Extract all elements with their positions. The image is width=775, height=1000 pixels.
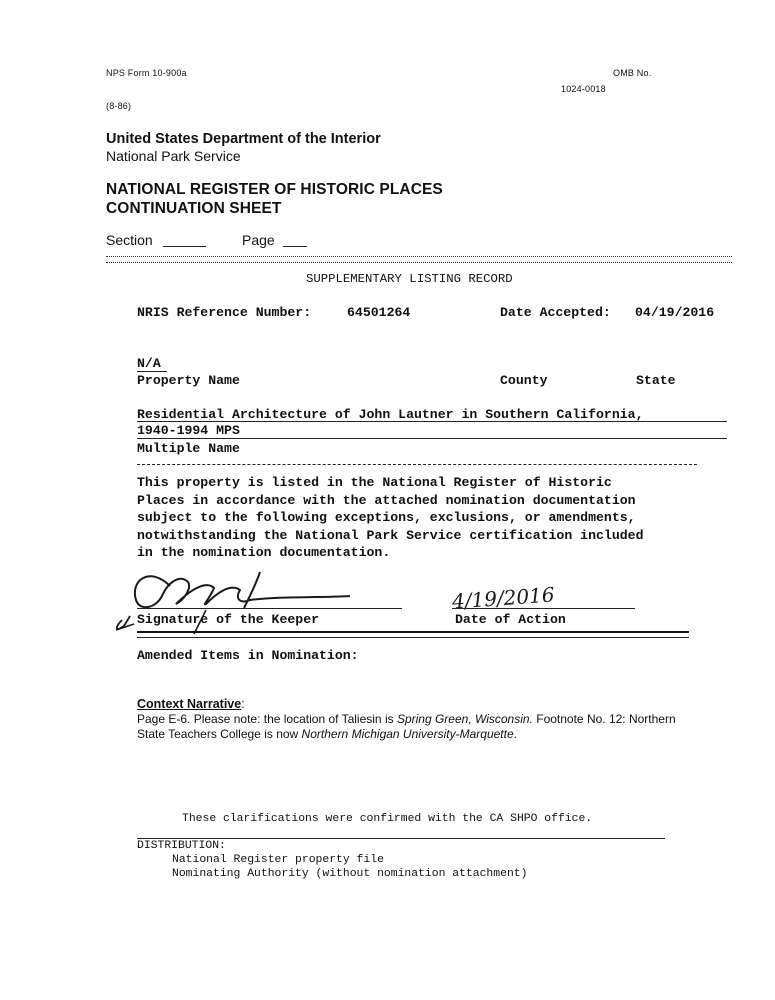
- distribution-item-2: Nominating Authority (without nomination attachment): [172, 868, 528, 880]
- county-label: County: [500, 373, 548, 388]
- signature-label: Signature of the Keeper: [137, 612, 320, 627]
- page-blank: [283, 246, 307, 247]
- distribution-item-1: National Register property file: [172, 854, 384, 866]
- narrative-text-part1: Page E-6. Please note: the location of Taliesin is: [137, 712, 397, 726]
- date-accepted-label: Date Accepted:: [500, 305, 611, 320]
- amended-divider-top: [137, 631, 689, 633]
- register-title: NATIONAL REGISTER OF HISTORIC PLACES: [106, 181, 443, 198]
- narrative-heading: [137, 697, 245, 711]
- form-number: NPS Form 10-900a: [106, 68, 187, 78]
- nris-label: NRIS Reference Number:: [137, 305, 312, 320]
- continuation-title: CONTINUATION SHEET: [106, 200, 282, 217]
- form-date: (8-86): [106, 101, 132, 111]
- multiple-underline1: [137, 421, 727, 422]
- omb-label: OMB No.: [613, 68, 652, 78]
- multiple-name-line1: Residential Architecture of John Lautner in Southern California,: [137, 407, 644, 422]
- handwritten-action-date: 4/19/2016: [451, 582, 556, 614]
- statement-line-3: subject to the following exceptions, exclusions, or amendments,: [137, 510, 636, 525]
- section-blank: [163, 246, 206, 247]
- date-of-action-label: Date of Action: [455, 612, 566, 627]
- omb-number: 1024-0018: [561, 84, 606, 94]
- signature-line: [137, 608, 402, 609]
- narrative-text-part2: Footnote No. 12: Northern State Teachers College is now: [137, 712, 676, 741]
- property-name-value: N/A: [137, 356, 161, 371]
- statement-line-5: in the nomination documentation.: [137, 545, 391, 560]
- state-label: State: [636, 373, 676, 388]
- distribution-divider: [137, 838, 665, 839]
- keeper-signature: [110, 560, 400, 640]
- multiple-underline2: [137, 438, 727, 439]
- amended-divider-bottom: [137, 637, 689, 638]
- narrative-location: Spring Green, Wisconsin.: [396, 712, 533, 726]
- service-name: National Park Service: [106, 148, 241, 164]
- record-heading: SUPPLEMENTARY LISTING RECORD: [306, 272, 513, 286]
- statement-line-1: This property is listed in the National Register of Historic: [137, 475, 612, 490]
- narrative-text-part3: .: [513, 727, 517, 741]
- clarification-note: These clarifications were confirmed with the CA SHPO office.: [182, 813, 593, 825]
- property-name-label: Property Name: [137, 373, 240, 388]
- amended-items-label: Amended Items in Nomination:: [137, 648, 359, 663]
- statement-divider: [137, 464, 697, 465]
- narrative-heading-text: Context Narrative: [137, 697, 242, 711]
- section-label: Section: [106, 232, 153, 248]
- statement-line-2: Places in accordance with the attached nomination documentation: [137, 492, 636, 508]
- page-label: Page: [242, 232, 275, 248]
- action-date-line: [452, 608, 635, 609]
- narrative-university: Northern Michigan University-Marquette: [301, 727, 514, 741]
- statement-line-4: notwithstanding the National Park Service certification included: [137, 527, 644, 543]
- multiple-name-line2: 1940-1994 MPS: [137, 423, 240, 438]
- property-underline: [137, 371, 167, 372]
- distribution-label: DISTRIBUTION:: [137, 840, 226, 852]
- header-divider: [106, 256, 732, 263]
- narrative-text: [137, 712, 697, 742]
- date-accepted-value: 04/19/2016: [635, 305, 715, 320]
- multiple-name-label: Multiple Name: [137, 441, 240, 456]
- department-name: United States Department of the Interior: [106, 131, 381, 147]
- narrative-heading-colon: :: [241, 697, 245, 711]
- nris-number: 64501264: [347, 305, 411, 320]
